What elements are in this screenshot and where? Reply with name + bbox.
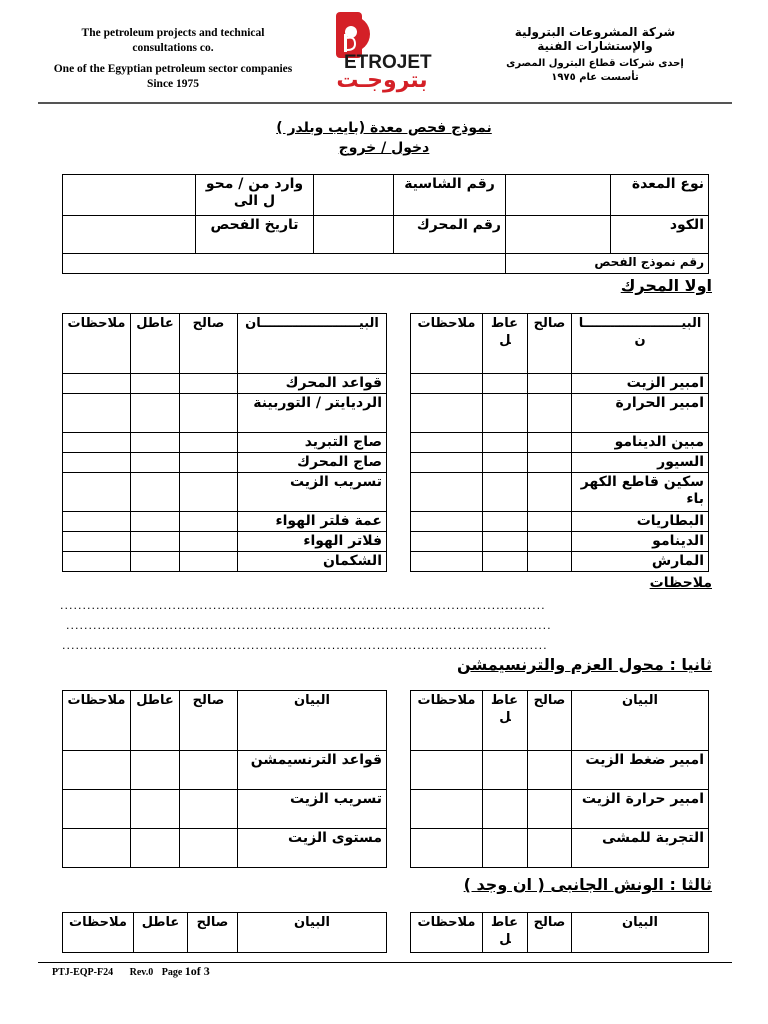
header-item: البيــــــــــــــــــــــان [238,314,387,374]
from-to-field[interactable] [63,175,196,216]
notes-cell[interactable] [411,512,483,532]
company-arabic-header [505,25,685,85]
row-label: مستوى الزيت [238,829,387,868]
faulty-cell[interactable] [131,552,180,572]
good-cell[interactable] [180,829,238,868]
faulty-cell[interactable] [131,453,180,473]
section-winch-title: ثالثا : الونش الجانبى ( ان وجد ) [463,875,712,894]
notes-cell[interactable] [63,512,131,532]
from-to-label: وارد من / محول الى [196,175,314,216]
faulty-cell[interactable] [483,374,528,394]
header-notes: ملاحظات [411,314,483,374]
faulty-cell[interactable] [131,433,180,453]
notes-cell[interactable] [63,790,131,829]
notes-line-1[interactable]: ............................................................................................................ [60,601,546,611]
company-name-ar: شركة المشروعات البترولية [514,25,676,39]
header-notes: ملاحظات [411,691,483,751]
chassis-no-label: رقم الشاسية [394,175,506,216]
company-since-ar: تأسست عام ١٩٧٥ [551,72,639,83]
row-label: قواعد المحرك [238,374,387,394]
engine-no-field[interactable] [314,216,394,254]
equip-type-label: نوع المعدة [611,175,709,216]
chassis-no-field[interactable] [314,175,394,216]
faulty-cell[interactable] [483,552,528,572]
winch-table-right [410,912,709,953]
good-cell[interactable] [180,532,238,552]
footer [52,964,210,979]
inspect-date-label: تاريخ الفحص [196,216,314,254]
good-cell[interactable] [180,394,238,433]
faulty-cell[interactable] [483,790,528,829]
notes-cell[interactable] [63,394,131,433]
faulty-cell[interactable] [131,374,180,394]
good-cell[interactable] [180,374,238,394]
header-divider [38,102,732,104]
good-cell[interactable] [528,433,572,453]
good-cell[interactable] [180,433,238,453]
good-cell[interactable] [180,512,238,532]
section-engine-title: اولا المحرك [620,276,712,295]
row-label: البطاريات [572,512,709,532]
notes-cell[interactable] [411,374,483,394]
good-cell[interactable] [528,829,572,868]
notes-line-2[interactable]: ............................................................................................................ [66,621,552,631]
code-field[interactable] [506,216,611,254]
good-cell[interactable] [180,552,238,572]
row-label: الرديايتر / التوربينة [238,394,387,433]
faulty-cell[interactable] [131,473,180,512]
row-label: المارش [572,552,709,572]
notes-cell[interactable] [63,532,131,552]
header-faulty: عاطل [131,691,180,751]
good-cell[interactable] [180,453,238,473]
torque-table-right [410,690,709,868]
company-name-en-cont: consultations co. [132,42,214,54]
notes-label: ملاحظات [649,575,712,591]
company-sector-ar: إحدى شركات قطاع البترول المصرى [506,58,684,69]
notes-cell[interactable] [63,552,131,572]
footer-divider [38,962,732,963]
faulty-cell[interactable] [483,751,528,790]
row-label: امبير حرارة الزيت [572,790,709,829]
faulty-cell[interactable] [483,532,528,552]
notes-cell[interactable] [411,394,483,433]
notes-cell[interactable] [411,433,483,453]
notes-cell[interactable] [63,829,131,868]
row-label: صاج التبريد [238,433,387,453]
company-sector-en: One of the Egyptian petroleum sector companies [53,63,293,75]
page-number: 1of 3 [184,964,210,978]
company-english-header [38,26,308,92]
row-label: التجربة للمشى [572,829,709,868]
notes-cell[interactable] [411,473,483,512]
company-since-en: Since 1975 [146,78,200,90]
inspect-date-field[interactable] [63,216,196,254]
revision: Rev.0 [129,967,154,978]
row-label: تسريب الزيت [238,790,387,829]
faulty-cell[interactable] [131,394,180,433]
notes-cell[interactable] [63,433,131,453]
header-item: البيان [572,691,709,751]
row-label: سكين قاطع الكهرباء [572,473,709,512]
header-faulty: عاطل [131,314,180,374]
faulty-cell[interactable] [483,473,528,512]
company-name-en: The petroleum projects and technical [81,27,265,39]
good-cell[interactable] [528,473,572,512]
notes-cell[interactable] [63,453,131,473]
good-cell[interactable] [528,751,572,790]
row-label: تسريب الزيت [238,473,387,512]
form-no-field[interactable] [63,254,506,274]
section-torque-title: ثانيا : محول العزم والترنسيمشن [457,655,712,674]
faulty-cell[interactable] [131,751,180,790]
row-label: عمة فلتر الهواء [238,512,387,532]
header-item: البيان [572,913,709,953]
header-notes: ملاحظات [63,314,131,374]
header-notes: ملاحظات [63,913,134,953]
header-good: صالح [528,314,572,374]
notes-cell[interactable] [411,453,483,473]
header-good: صالح [180,691,238,751]
notes-cell[interactable] [63,751,131,790]
notes-cell[interactable] [411,532,483,552]
faulty-cell[interactable] [483,829,528,868]
form-subtitle: دخول / خروج [338,140,430,156]
row-label: السيور [572,453,709,473]
logo-text-ar: بتروجـت [336,68,428,93]
engine-table-right [410,313,709,572]
good-cell[interactable] [180,473,238,512]
notes-cell[interactable] [411,552,483,572]
notes-cell[interactable] [411,790,483,829]
notes-cell[interactable] [63,473,131,512]
faulty-cell[interactable] [131,790,180,829]
good-cell[interactable] [528,394,572,433]
row-label: امبير ضغط الزيت [572,751,709,790]
good-cell[interactable] [528,552,572,572]
good-cell[interactable] [528,512,572,532]
notes-cell[interactable] [411,751,483,790]
notes-line-3[interactable]: ............................................................................................................ [62,641,548,651]
header-notes: ملاحظات [63,691,131,751]
row-label: صاج المحرك [238,453,387,473]
company-name-ar-cont: والإستشارات الفنية [537,39,653,53]
faulty-cell[interactable] [483,512,528,532]
header-faulty: عاطل [483,691,528,751]
good-cell[interactable] [180,790,238,829]
torque-table-left [62,690,387,868]
form-code: PTJ-EQP-F24 [52,967,114,978]
header-good: صالح [528,913,572,953]
header-good: صالح [528,691,572,751]
equip-type-field[interactable] [506,175,611,216]
form-no-label: رقم نموذج الفحص [506,254,709,274]
header-item: البيــــــــــــــــــــــان [572,314,709,374]
row-label: مبين الدينامو [572,433,709,453]
header-good: صالح [180,314,238,374]
code-label: الكود [611,216,709,254]
logo-text-en: ETROJET [344,52,432,73]
faulty-cell[interactable] [131,829,180,868]
row-label: امبير الحرارة [572,394,709,433]
good-cell[interactable] [528,532,572,552]
faulty-cell[interactable] [483,433,528,453]
faulty-cell[interactable] [131,532,180,552]
faulty-cell[interactable] [131,512,180,532]
faulty-cell[interactable] [483,453,528,473]
row-label: الدينامو [572,532,709,552]
good-cell[interactable] [528,790,572,829]
faulty-cell[interactable] [483,394,528,433]
header-faulty: عاطل [483,913,528,953]
equipment-info-table [62,174,709,274]
row-label: قواعد الترنسيمشن [238,751,387,790]
winch-table-left [62,912,387,953]
engine-table-left [62,313,387,572]
row-label: امبير الزيت [572,374,709,394]
header-item: البيان [238,691,387,751]
header-notes: ملاحظات [411,913,483,953]
header-faulty: عاطل [483,314,528,374]
notes-cell[interactable] [411,829,483,868]
row-label: الشكمان [238,552,387,572]
good-cell[interactable] [528,453,572,473]
engine-no-label: رقم المحرك [394,216,506,254]
header-good: صالح [188,913,238,953]
form-title: نموذج فحص معدة (بايب وبلدر ) [276,120,492,136]
row-label: فلاتر الهواء [238,532,387,552]
good-cell[interactable] [528,374,572,394]
header-faulty: عاطل [134,913,188,953]
header-item: البيان [238,913,387,953]
page-label: Page [161,967,183,978]
petrojet-logo [326,10,438,96]
notes-cell[interactable] [63,374,131,394]
good-cell[interactable] [180,751,238,790]
